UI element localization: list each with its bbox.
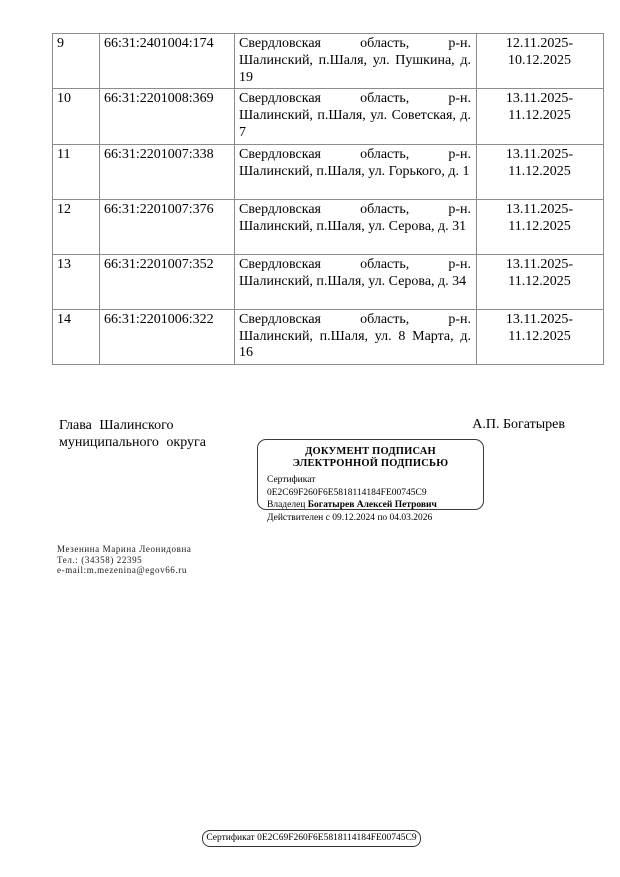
stamp-owner-label: Владелец	[267, 500, 306, 510]
table-row	[53, 34, 604, 89]
row-number-cell: 11	[53, 144, 100, 199]
dates-cell: 13.11.2025-11.12.2025	[477, 89, 604, 144]
contact-name: Мезенина Марина Леонидовна	[57, 544, 192, 554]
address-cell: Свердловская область, р-н. Шалинский, п.Шаля, ул. Серова, д. 34	[235, 254, 477, 309]
table-row	[53, 144, 604, 199]
address-cell: Свердловская область, р-н. Шалинский, п.Шаля, ул. Горького, д. 1	[235, 144, 477, 199]
table-row	[53, 199, 604, 254]
stamp-owner-name: Богатырев Алексей Петрович	[307, 500, 437, 510]
address-cell: Свердловская область, р-н. Шалинский, п.Шаля, ул. Серова, д. 31	[235, 199, 477, 254]
row-number-cell: 12	[53, 199, 100, 254]
signatory-position	[59, 417, 206, 451]
address-cell: Свердловская область, р-н. Шалинский, п.Шаля, ул. 8 Марта, д. 16	[235, 309, 477, 364]
contact-phone: Тел.: (34358) 22395	[57, 554, 143, 565]
cadastral-number-cell: 66:31:2201008:369	[100, 89, 235, 144]
address-cell: Свердловская область, р-н. Шалинский, п.Шаля, ул. Советская, д. 7	[235, 89, 477, 144]
contact-block	[57, 544, 192, 576]
contact-email: e-mail:m.mezenina@egov66.ru	[57, 565, 187, 575]
row-number-cell: 10	[53, 89, 100, 144]
table-row	[53, 254, 604, 309]
signatory-position-line2: муниципального округа	[59, 435, 206, 450]
dates-cell: 13.11.2025-11.12.2025	[477, 254, 604, 309]
row-number-cell: 13	[53, 254, 100, 309]
stamp-title	[258, 446, 483, 470]
dates-cell: 13.11.2025-11.12.2025	[477, 199, 604, 254]
dates-cell: 12.11.2025-10.12.2025	[477, 34, 604, 89]
stamp-certificate-line: Сертификат 0E2C69F260F6E5818114184FE00745C9	[267, 475, 427, 498]
table-row	[53, 309, 604, 364]
parcels-table	[52, 33, 604, 365]
stamp-validity-line: Действителен с 09.12.2024 по 04.03.2026	[267, 512, 433, 523]
row-number-cell: 9	[53, 34, 100, 89]
cadastral-number-cell: 66:31:2201007:338	[100, 144, 235, 199]
stamp-info	[267, 474, 474, 524]
dates-cell: 13.11.2025-11.12.2025	[477, 309, 604, 364]
stamp-owner-line	[267, 499, 474, 512]
row-number-cell: 14	[53, 309, 100, 364]
cadastral-number-cell: 66:31:2201007:376	[100, 199, 235, 254]
cadastral-number-cell: 66:31:2201006:322	[100, 309, 235, 364]
cadastral-number-cell: 66:31:2201007:352	[100, 254, 235, 309]
parcels-table-body	[53, 34, 604, 365]
cadastral-number-cell: 66:31:2401004:174	[100, 34, 235, 89]
dates-cell: 13.11.2025-11.12.2025	[477, 144, 604, 199]
footer-certificate-stamp: Сертификат 0E2C69F260F6E5818114184FE00745C9	[202, 830, 421, 847]
electronic-signature-stamp	[257, 439, 484, 523]
signatory-name: А.П. Богатырев	[472, 417, 565, 432]
stamp-title-line1: ДОКУМЕНТ ПОДПИСАН	[305, 446, 436, 457]
address-cell: Свердловская область, р-н. Шалинский, п.Шаля, ул. Пушкина, д. 19	[235, 34, 477, 89]
stamp-title-line2: ЭЛЕКТРОННОЙ ПОДПИСЬЮ	[292, 458, 449, 469]
signatory-position-line1: Глава Шалинского	[59, 418, 174, 433]
table-row	[53, 89, 604, 144]
